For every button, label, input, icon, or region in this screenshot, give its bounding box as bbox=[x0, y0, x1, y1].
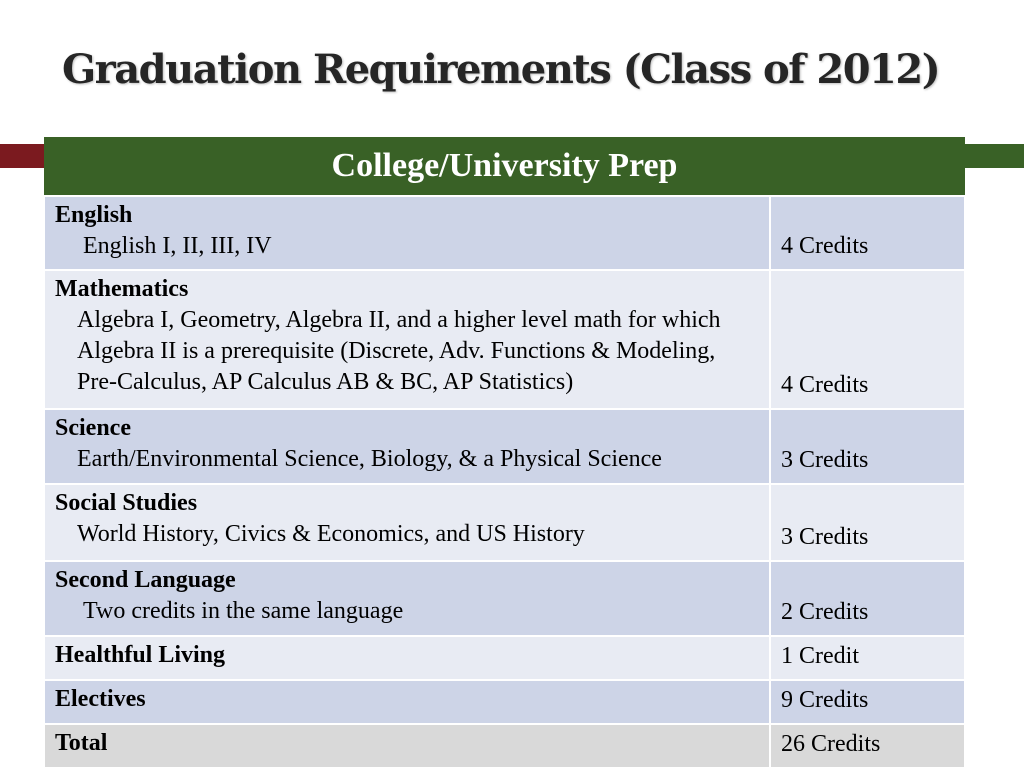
credits-cell bbox=[770, 680, 965, 724]
subject-name: English bbox=[55, 202, 133, 228]
subject-name: Science bbox=[55, 415, 131, 441]
subject-cell bbox=[44, 196, 770, 270]
credits-value: 9 Credits bbox=[781, 687, 869, 713]
credits-cell bbox=[770, 561, 965, 636]
subject-cell bbox=[44, 680, 770, 724]
credits-cell bbox=[770, 196, 965, 270]
subject-name: Total bbox=[55, 730, 108, 756]
subject-name: Social Studies bbox=[55, 490, 198, 516]
subject-cell bbox=[44, 636, 770, 680]
credits-value: 1 Credit bbox=[781, 643, 859, 669]
credits-cell bbox=[770, 636, 965, 680]
subject-detail: Earth/Environmental Science, Biology, & a Physical Science bbox=[77, 446, 662, 472]
credits-cell bbox=[770, 484, 965, 561]
credits-cell bbox=[770, 724, 965, 768]
table-header-label: College/University Prep bbox=[331, 147, 678, 184]
subject-detail: English I, II, III, IV bbox=[83, 233, 272, 259]
table-row bbox=[44, 270, 965, 409]
table-header bbox=[44, 137, 965, 196]
slide-title: Graduation Requirements (Class of 2012) bbox=[62, 46, 940, 93]
accent-bar-left bbox=[0, 144, 44, 168]
credits-value: 26 Credits bbox=[781, 731, 881, 757]
subject-detail: Algebra I, Geometry, Algebra II, and a higher level math for which Algebra II is a prerequisite (Discrete, Adv. Functions & Modeling, Pre-Calculus, AP Calculus AB & BC, AP Statistics) bbox=[77, 307, 721, 395]
credits-value: 2 Credits bbox=[781, 599, 869, 625]
credits-value: 4 Credits bbox=[781, 372, 869, 398]
subject-name: Mathematics bbox=[55, 276, 189, 302]
requirements-table bbox=[43, 137, 966, 769]
credits-cell bbox=[770, 409, 965, 484]
table-row bbox=[44, 680, 965, 724]
subject-cell bbox=[44, 409, 770, 484]
credits-cell bbox=[770, 270, 965, 409]
table-row bbox=[44, 484, 965, 561]
subject-name: Healthful Living bbox=[55, 642, 226, 668]
table-row bbox=[44, 409, 965, 484]
subject-detail: Two credits in the same language bbox=[83, 598, 404, 624]
credits-value: 3 Credits bbox=[781, 524, 869, 550]
credits-value: 4 Credits bbox=[781, 233, 869, 259]
subject-cell bbox=[44, 561, 770, 636]
subject-cell bbox=[44, 484, 770, 561]
subject-name: Second Language bbox=[55, 567, 236, 593]
table-row bbox=[44, 636, 965, 680]
subject-cell bbox=[44, 724, 770, 768]
table-row bbox=[44, 561, 965, 636]
credits-value: 3 Credits bbox=[781, 447, 869, 473]
table-header-row bbox=[44, 137, 965, 196]
table-row bbox=[44, 196, 965, 270]
subject-cell bbox=[44, 270, 770, 409]
subject-name: Electives bbox=[55, 686, 146, 712]
subject-detail: World History, Civics & Economics, and US History bbox=[77, 521, 585, 547]
accent-bar-right bbox=[964, 144, 1024, 168]
table-row-total bbox=[44, 724, 965, 768]
